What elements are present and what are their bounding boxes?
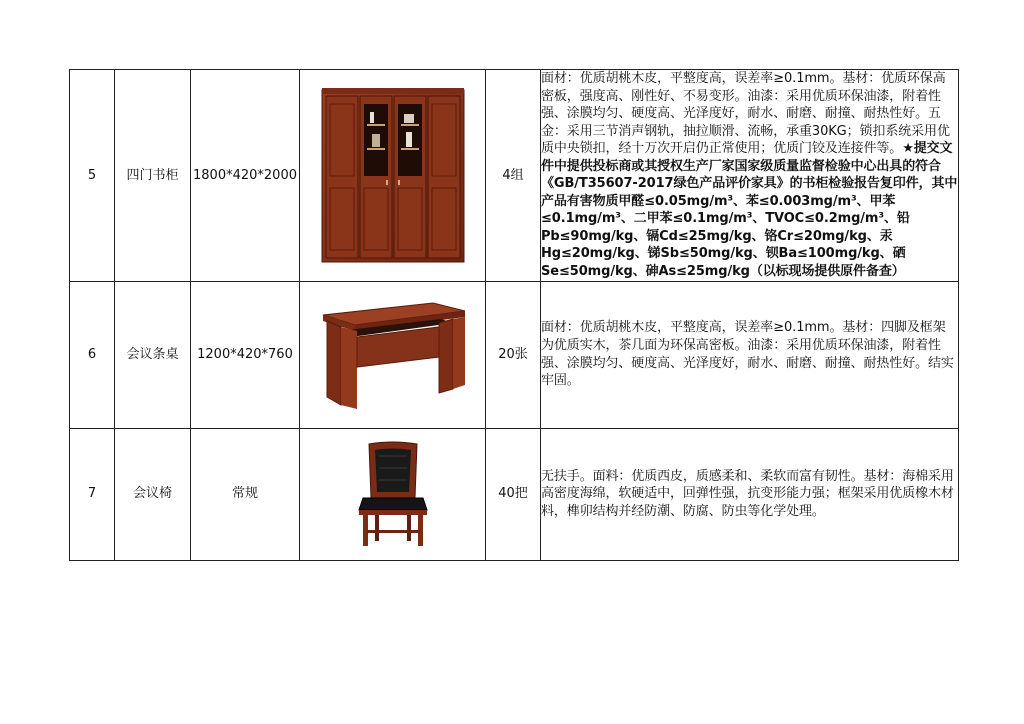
item-image-cell xyxy=(300,428,486,560)
item-description xyxy=(541,428,959,560)
table-row xyxy=(70,70,959,282)
item-size: 常规 xyxy=(191,428,300,560)
item-description xyxy=(541,70,959,282)
description-text: 无扶手。面料：优质西皮，质感柔和、柔软而富有韧性。基材：海棉采用高密度海绵，软硬适中，回弹性强，抗变形能力强；框架采用优质橡木材料，榫卯结构并经防潮、防腐、防虫等化学处理。 xyxy=(541,468,954,519)
bookcase-image xyxy=(318,84,468,266)
conference-table-image xyxy=(313,297,473,413)
item-quantity: 20张 xyxy=(486,281,541,428)
item-quantity: 40把 xyxy=(486,428,541,560)
row-number: 5 xyxy=(70,70,115,282)
description-text: 面材：优质胡桃木皮，平整度高，误差率≥0.1mm。基材：优质环保高密板，强度高、刚性好、不易变形。油漆：采用优质环保油漆，附着性强、涂膜均匀、硬度高、光泽度好，耐水、耐磨、耐撞、耐热性好。五金：采用三节消声钢轨，抽拉顺滑、流畅，承重30KG；锁扣系统采用优质中央锁扣，经十万次开启仍正常使用；优质门铰及连接件等。 xyxy=(541,71,950,157)
row-number: 7 xyxy=(70,428,115,560)
item-name: 会议条桌 xyxy=(115,281,191,428)
item-image-cell xyxy=(300,281,486,428)
item-quantity: 4组 xyxy=(486,70,541,282)
item-size: 1200*420*760 xyxy=(191,281,300,428)
item-image-cell xyxy=(300,70,486,282)
table-row xyxy=(70,428,959,560)
item-size: 1800*420*2000 xyxy=(191,70,300,282)
item-name: 四门书柜 xyxy=(115,70,191,282)
table-row xyxy=(70,281,959,428)
description-bold-text: ★提交文件中提供投标商或其授权生产厂家国家级质量监督检验中心出具的符合《GB/T35607-2017绿色产品评价家具》的书柜检验报告复印件，其中产品有害物质甲醛≤0.05mg/m³、苯≤0.003mg/m³、甲苯≤0.1mg/m³、二甲苯≤0.1mg/m³、TVOC≤0.2mg/m³、铅Pb≤90mg/kg、镉Cd≤25mg/kg、铬Cr≤20mg/kg、汞Hg≤20mg/kg、锑Sb≤50mg/kg、钡Ba≤100mg/kg、硒Se≤50mg/kg、砷As≤25mg/kg（以标现场提供原件备查） xyxy=(541,141,958,280)
item-name: 会议椅 xyxy=(115,428,191,560)
row-number: 6 xyxy=(70,281,115,428)
chair-image xyxy=(353,440,433,548)
furniture-spec-table xyxy=(69,69,959,561)
item-description xyxy=(541,281,959,428)
description-text: 面材：优质胡桃木皮，平整度高，误差率≥0.1mm。基材：四脚及框架为优质实木，茶几面为环保高密板。油漆：采用优质环保油漆，附着性强、涂膜均匀、硬度高、光泽度好，耐水、耐磨、耐撞、耐热性好。结实牢固。 xyxy=(541,320,954,389)
